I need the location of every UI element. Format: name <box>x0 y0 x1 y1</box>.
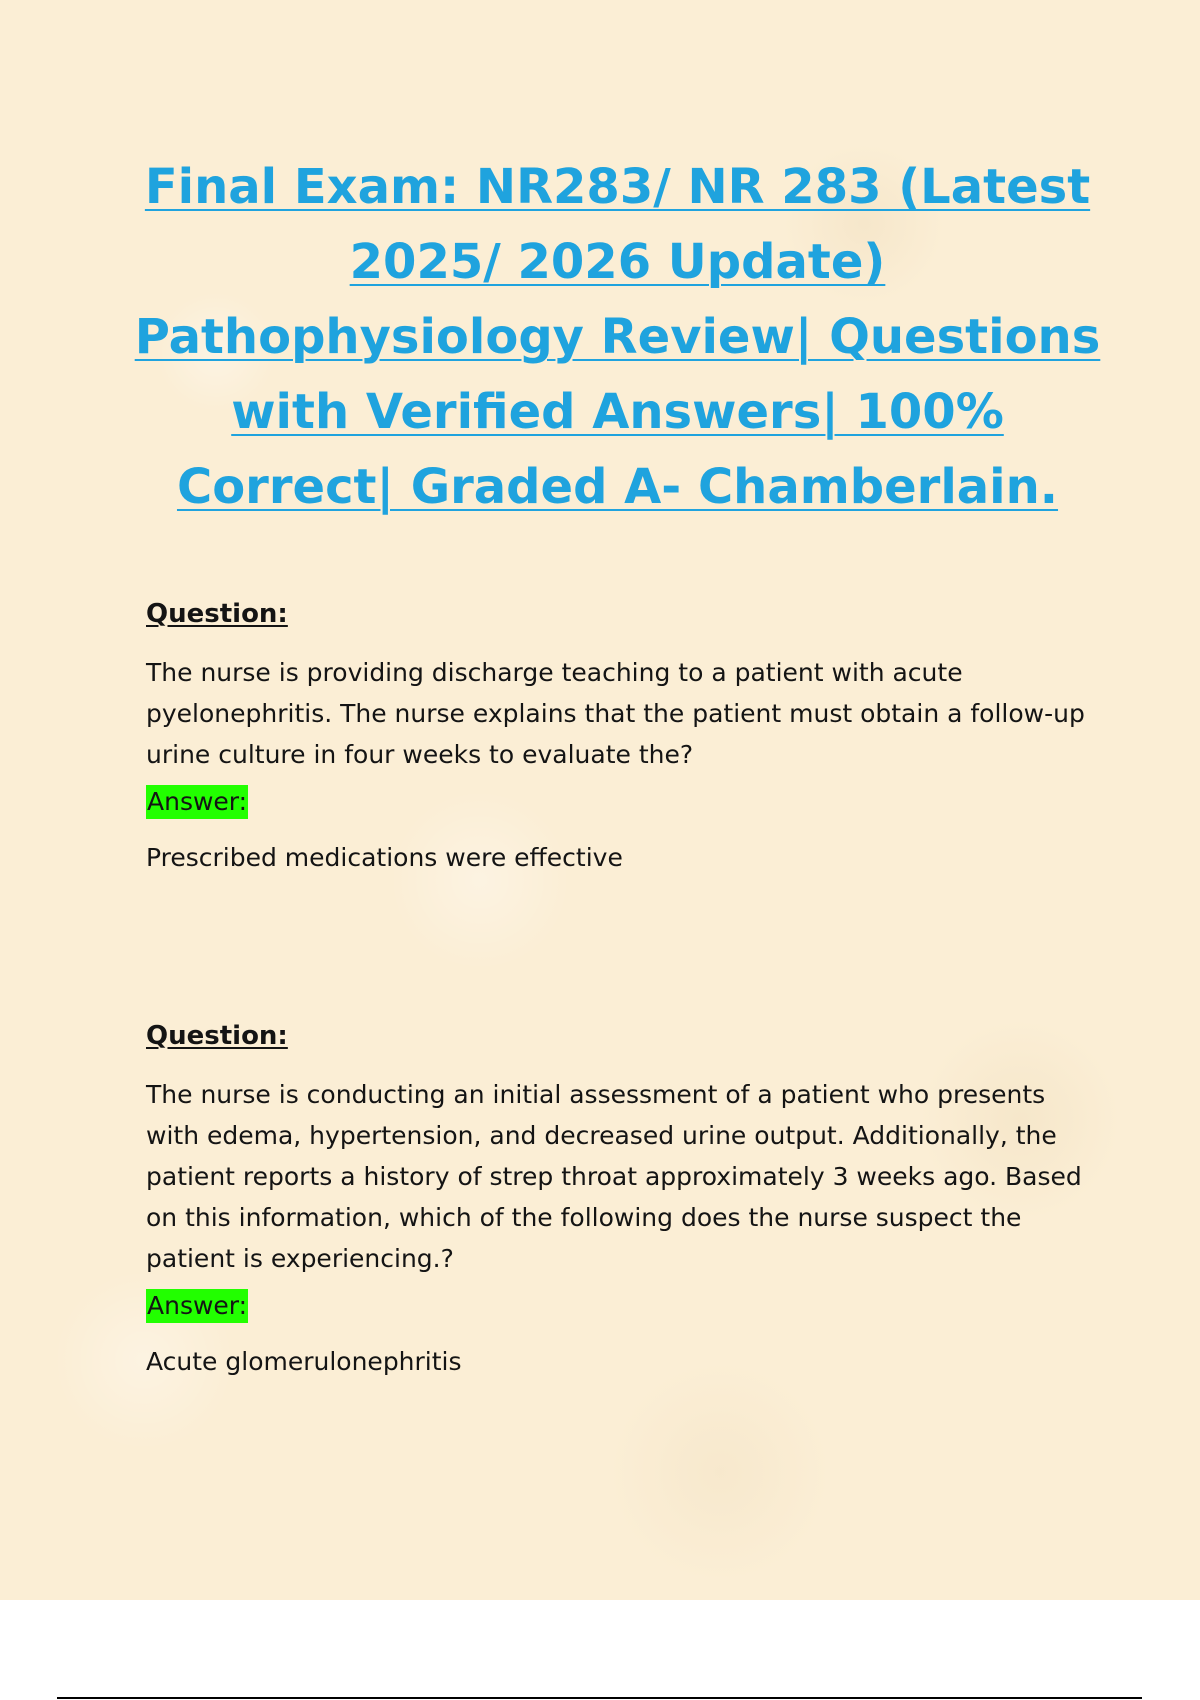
question-label: Question: <box>146 1021 288 1051</box>
question-text: The nurse is providing discharge teaching to a patient with acute pyelonephritis. The nurse explains that the patient must obtain a follow-up urine culture in four weeks to evaluate the? <box>146 658 1085 769</box>
answer-text: Acute glomerulonephritis <box>146 1347 462 1376</box>
answer-label: Answer: <box>146 1289 248 1323</box>
answer-label: Answer: <box>146 785 248 819</box>
answer-text: Prescribed medications were effective <box>146 843 623 872</box>
qa-item <box>146 598 1091 875</box>
qa-item <box>146 1020 1091 1379</box>
question-text: The nurse is conducting an initial assessment of a patient who presents with edema, hypertension, and decreased urine output. Additionally, the patient reports a history of strep throat approximately 3 weeks ago. Based on this information, which of the following does the nurse suspect the patient is experiencing.? <box>146 1080 1082 1273</box>
footer-divider <box>57 1697 1142 1699</box>
question-label: Question: <box>146 599 288 629</box>
document-title[interactable]: Final Exam: NR283/ NR 283 (Latest 2025/ 2026 Update) Pathophysiology Review| Questions with Verified Answers| 100% Correct| Graded A- Chamberlain. <box>134 159 1101 515</box>
